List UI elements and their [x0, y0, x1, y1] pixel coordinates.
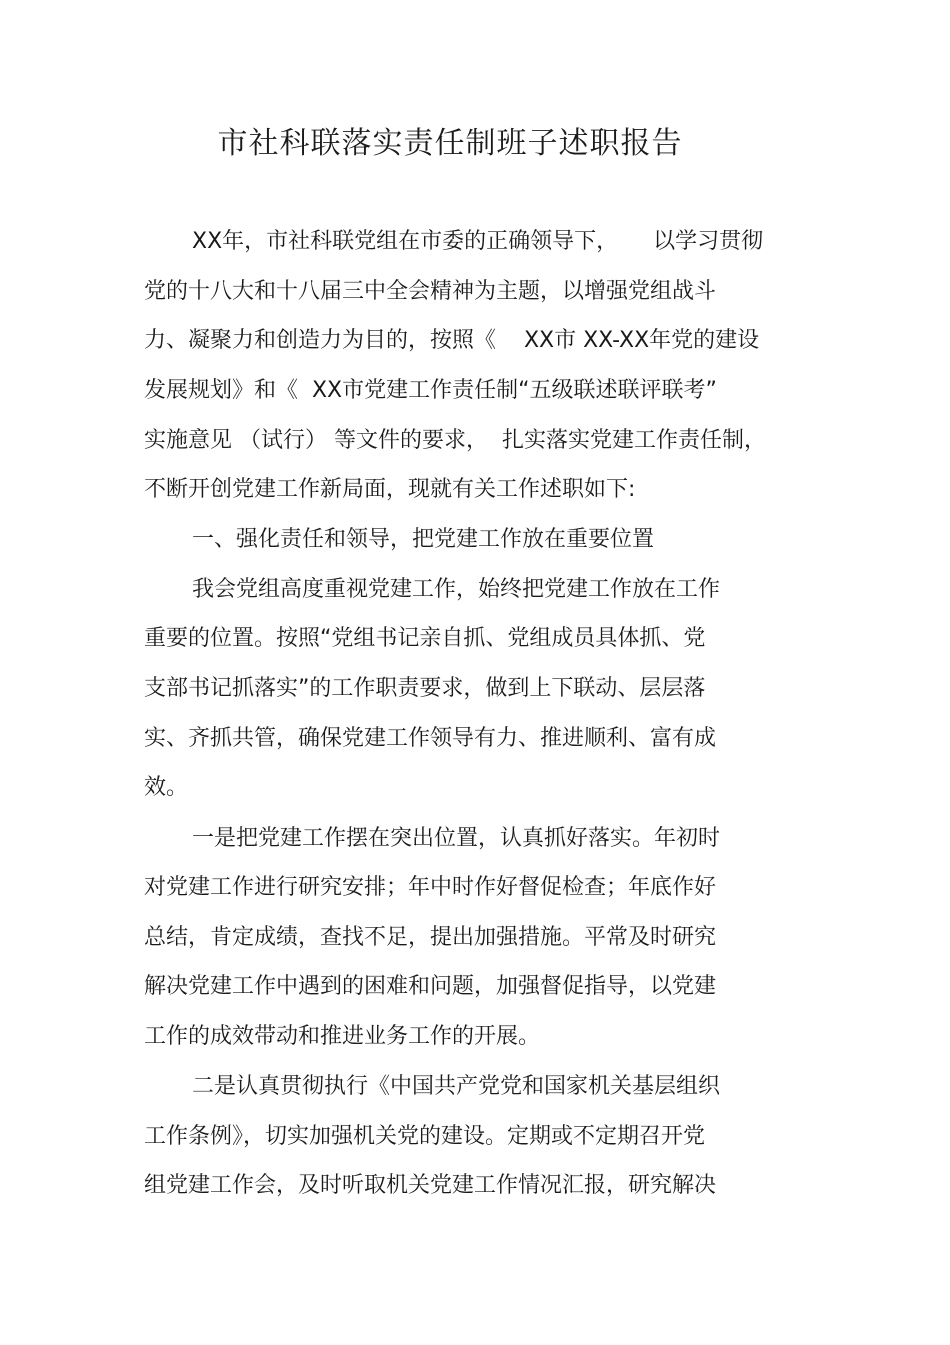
paragraph-line: 组党建工作会，及时听取机关党建工作情况汇报，研究解决 [144, 1173, 717, 1198]
paragraph-line: 工作的成效带动和推进业务工作的开展。 [144, 1024, 541, 1049]
paragraph-line: 实施意见 （试行） 等文件的要求， 扎实落实党建工作责任制， [144, 428, 766, 453]
paragraph-line: 力、凝聚力和创造力为目的，按照《 XX市 XX-XX年党的建设 [144, 328, 760, 353]
paragraph-line: 二是认真贯彻执行《中国共产党党和国家机关基层组织 [192, 1074, 721, 1099]
paragraph-line: XX年，市社科联党组在市委的正确领导下， 以学习贯彻 [192, 229, 764, 254]
paragraph-line: 工作条例》，切实加强机关党的建设。定期或不定期召开党 [144, 1124, 706, 1149]
paragraph-line: 支部书记抓落实”的工作职责要求，做到上下联动、层层落 [144, 676, 706, 701]
paragraph-line: 重要的位置。按照“党组书记亲自抓、党组成员具体抓、党 [144, 626, 706, 651]
document-title: 市社科联落实责任制班子述职报告 [217, 126, 683, 161]
paragraph-line: 对党建工作进行研究安排；年中时作好督促检查；年底作好 [144, 875, 717, 900]
paragraph-line: 解决党建工作中遇到的困难和问题，加强督促指导，以党建 [144, 974, 717, 999]
paragraph-line: 党的十八大和十八届三中全会精神为主题，以增强党组战斗 [144, 279, 717, 304]
paragraph-line: 一是把党建工作摆在突出位置，认真抓好落实。年初时 [192, 826, 721, 851]
paragraph-line: 实、齐抓共管，确保党建工作领导有力、推进顺利、富有成 [144, 726, 717, 751]
paragraph-line: 总结，肯定成绩，查找不足，提出加强措施。平常及时研究 [144, 925, 717, 950]
section-heading: 一、强化责任和领导，把党建工作放在重要位置 [192, 527, 655, 552]
paragraph-line: 我会党组高度重视党建工作，始终把党建工作放在工作 [192, 577, 721, 602]
paragraph-line: 不断开创党建工作新局面，现就有关工作述职如下: [144, 477, 636, 502]
paragraph-line: 效。 [144, 775, 189, 800]
paragraph-line: 发展规划》和《 XX市党建工作责任制“五级联述联评联考” [144, 378, 717, 403]
